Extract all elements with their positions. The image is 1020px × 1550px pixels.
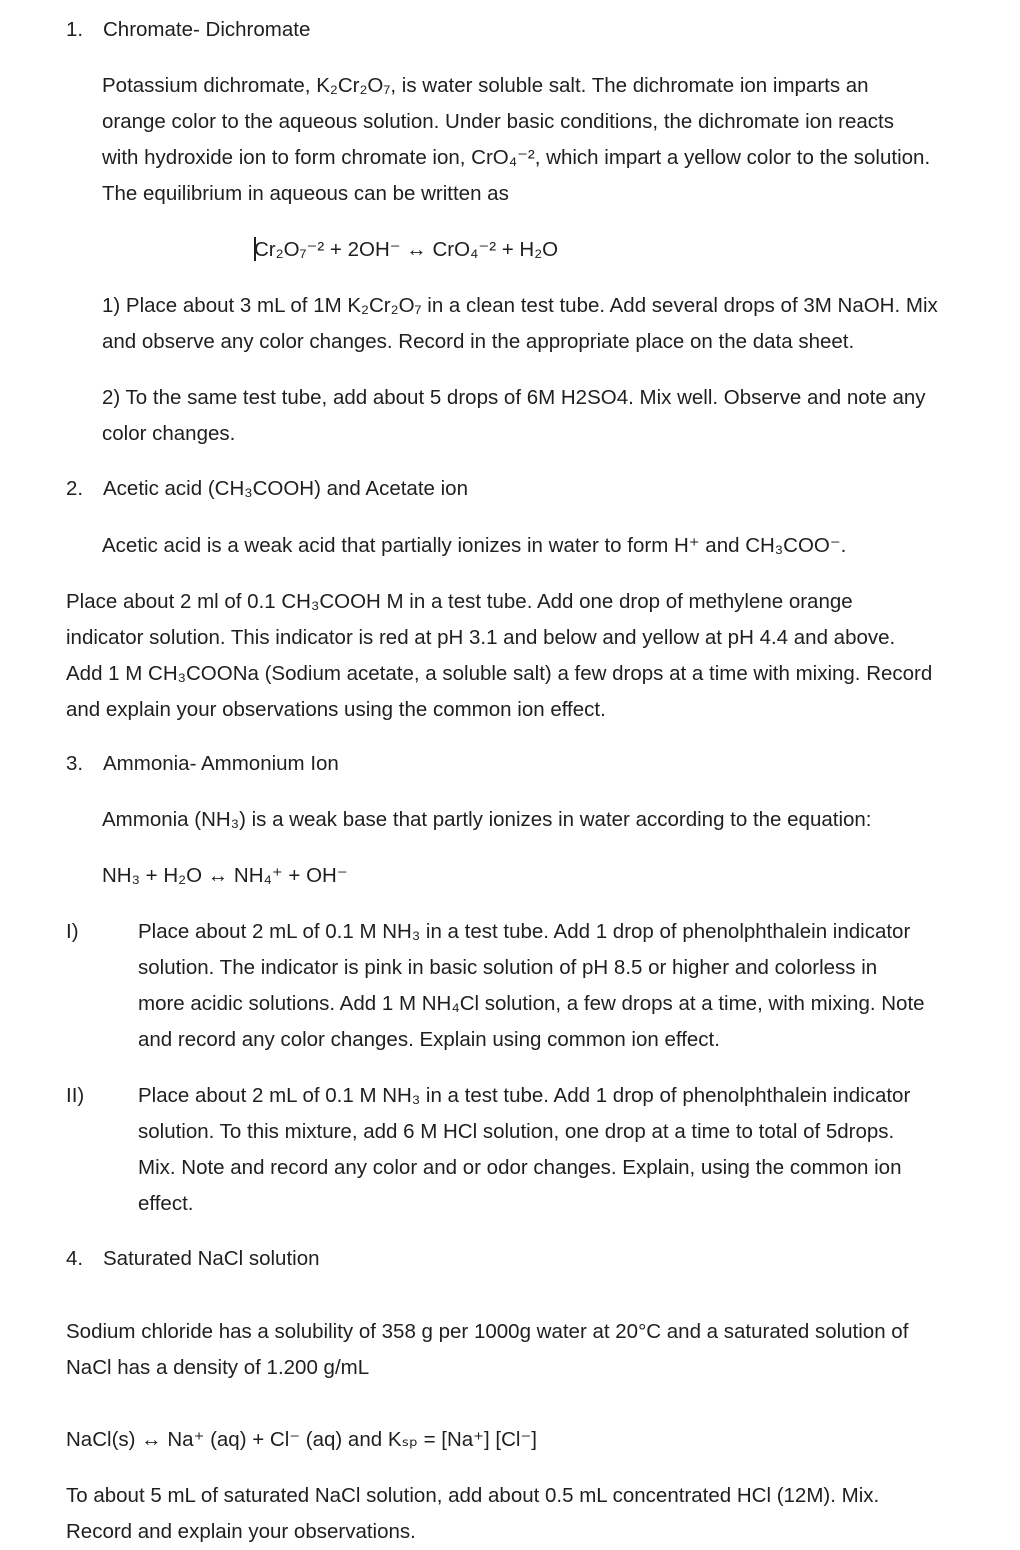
section-2-number: 2. (66, 477, 84, 500)
item-marker: I) (66, 920, 79, 943)
section-3-item-1 (66, 914, 1006, 1058)
paragraph-line: The equilibrium in aqueous can be written as (102, 182, 509, 205)
paragraph-line: 1) Place about 3 mL of 1M K₂Cr₂O₇ in a clean test tube. Add several drops of 3M NaOH. Mix (102, 294, 938, 317)
section-1-step-1 (102, 288, 938, 360)
section-3-item-2 (66, 1078, 1006, 1222)
paragraph-line: color changes. (102, 422, 236, 445)
paragraph-line: and explain your observations using the common ion effect. (66, 698, 606, 721)
paragraph-line: Place about 2 mL of 0.1 M NH₃ in a test tube. Add 1 drop of phenolphthalein indicator (138, 1084, 911, 1107)
paragraph-line: with hydroxide ion to form chromate ion, CrO₄⁻², which impart a yellow color to the solution. (102, 146, 931, 169)
paragraph-line: Place about 2 mL of 0.1 M NH₃ in a test tube. Add 1 drop of phenolphthalein indicator (138, 920, 911, 943)
paragraph-line: Mix. Note and record any color and or odor changes. Explain, using the common ion (138, 1156, 902, 1179)
paragraph-line: To about 5 mL of saturated NaCl solution, add about 0.5 mL concentrated HCl (12M). Mix. (66, 1484, 880, 1507)
nacl-equation: NaCl(s) ↔ Na⁺ (aq) + Cl⁻ (aq) and Kₛₚ = [Na⁺] [Cl⁻] (66, 1428, 537, 1451)
paragraph-line: and record any color changes. Explain using common ion effect. (138, 1028, 720, 1051)
section-4-title: Saturated NaCl solution (103, 1247, 320, 1270)
paragraph-line: effect. (138, 1192, 194, 1215)
section-3-intro: Ammonia (NH₃) is a weak base that partly ionizes in water according to the equation: (102, 808, 872, 831)
section-3-number: 3. (66, 752, 84, 775)
equation-text: Cr₂O₇⁻² + 2OH⁻ ↔ CrO₄⁻² + H₂O (254, 238, 559, 261)
paragraph-line: Place about 2 ml of 0.1 CH₃COOH M in a test tube. Add one drop of methylene orange (66, 590, 853, 613)
paragraph-line: solution. To this mixture, add 6 M HCl solution, one drop at a time to total of 5drops. (138, 1120, 895, 1143)
section-1-title: Chromate- Dichromate (103, 18, 311, 41)
paragraph-line: and observe any color changes. Record in the appropriate place on the data sheet. (102, 330, 855, 353)
paragraph-line: Potassium dichromate, K₂Cr₂O₇, is water soluble salt. The dichromate ion imparts an (102, 74, 869, 97)
section-2-body (66, 584, 932, 728)
paragraph-line: Add 1 M CH₃COONa (Sodium acetate, a soluble salt) a few drops at a time with mixing. Record (66, 662, 933, 685)
section-4-body (66, 1314, 908, 1386)
paragraph-line: Record and explain your observations. (66, 1520, 416, 1543)
section-2-intro: Acetic acid is a weak acid that partially ionizes in water to form H⁺ and CH₃COO⁻. (102, 534, 847, 557)
paragraph-line: NaCl has a density of 1.200 g/mL (66, 1356, 370, 1379)
paragraph-line: Sodium chloride has a solubility of 358 g per 1000g water at 20°C and a saturated solution of (66, 1320, 909, 1343)
paragraph-line: solution. The indicator is pink in basic solution of pH 8.5 or higher and colorless in (138, 956, 878, 979)
section-2-title: Acetic acid (CH₃COOH) and Acetate ion (103, 477, 468, 500)
section-1-intro (102, 68, 930, 212)
section-1-number: 1. (66, 18, 84, 41)
section-3-title: Ammonia- Ammonium Ion (103, 752, 339, 775)
section-4-number: 4. (66, 1247, 84, 1270)
paragraph-line: more acidic solutions. Add 1 M NH₄Cl solution, a few drops at a time, with mixing. Note (138, 992, 925, 1015)
dichromate-equation (254, 232, 558, 268)
paragraph-line: 2) To the same test tube, add about 5 drops of 6M H2SO4. Mix well. Observe and note any (102, 386, 926, 409)
ammonia-equation: NH₃ + H₂O ↔ NH₄⁺ + OH⁻ (102, 864, 348, 887)
paragraph-line: orange color to the aqueous solution. Under basic conditions, the dichromate ion reacts (102, 110, 895, 133)
item-marker: II) (66, 1084, 85, 1107)
section-1-step-2 (102, 380, 926, 452)
section-4-closing (66, 1478, 879, 1550)
paragraph-line: indicator solution. This indicator is red at pH 3.1 and below and yellow at pH 4.4 and above. (66, 626, 896, 649)
